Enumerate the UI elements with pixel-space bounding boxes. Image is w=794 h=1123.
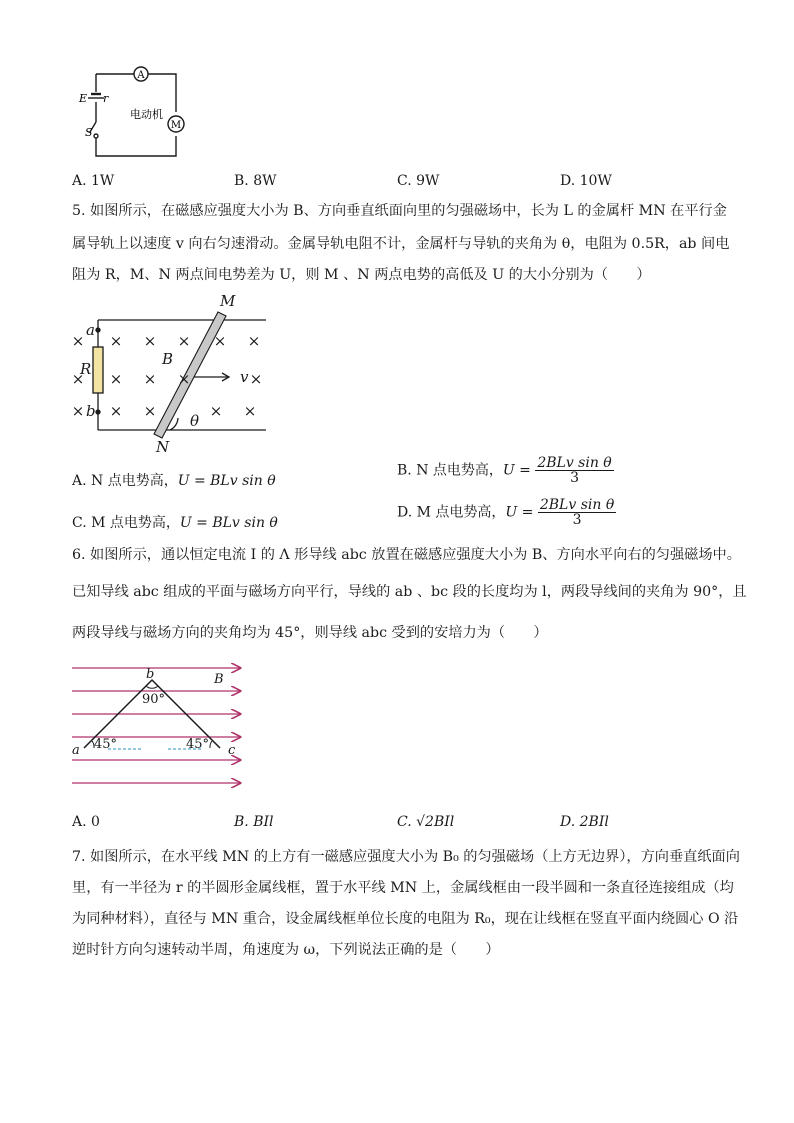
q5-cross: ×: [109, 332, 123, 350]
q5-cross: ×: [209, 402, 223, 420]
q5-cross: ×: [247, 332, 261, 350]
q5-option-d-num: 2BLv sin θ: [539, 497, 615, 513]
q5-label-b: b: [86, 402, 96, 420]
q4-option-a: A. 1W: [72, 173, 115, 189]
q5-line-3: 阻为 R，M、N 两点间电势差为 U，则 M 、N 两点电势的高低及 U 的大小分别为（ ）: [72, 267, 651, 283]
q6-line-1: 6. 如图所示，通以恒定电流 I 的 Λ 形导线 abc 放置在磁感应强度大小为 B、方向水平向右的匀强磁场中。: [72, 547, 741, 563]
q6-option-c: C. √2BIl: [397, 814, 455, 830]
q5-option-b-num: 2BLv sin θ: [537, 455, 612, 471]
q5-option-d-fraction: [538, 498, 616, 527]
q4-option-b: B. 8W: [234, 173, 277, 189]
q6-label-a: a: [72, 743, 80, 758]
q6-option-a: A. 0: [72, 814, 100, 830]
q5-option-a-formula: U = BLv sin θ: [177, 473, 276, 489]
q5-option-b-fraction: [535, 456, 613, 485]
switch-label: S: [85, 126, 93, 139]
q5-option-c: [72, 512, 278, 532]
q5-figure: [66, 290, 276, 456]
q4-option-c: C. 9W: [397, 173, 440, 189]
q5-cross: ×: [109, 370, 123, 388]
q6-label-B: B: [214, 672, 224, 687]
q5-cross: ×: [177, 370, 191, 388]
q6-angle-right: 45°: [186, 737, 210, 752]
q7-line-4: 逆时针方向匀速转动半周，角速度为 ω，下列说法正确的是（ ）: [72, 942, 500, 958]
q5-label-B: B: [162, 350, 174, 368]
ammeter-label: A: [137, 70, 145, 81]
q5-option-d-den: 3: [572, 512, 582, 528]
q4-option-d: D. 10W: [560, 173, 612, 189]
q6-line-3: 两段导线与磁场方向的夹角均为 45°，则导线 abc 受到的安培力为（ ）: [72, 625, 548, 641]
q5-line-2: 属导轨上以速度 v 向右匀速滑动。金属导轨电阻不计，金属杆与导轨的夹角为 θ，电阻为 0.5R，ab 间电: [72, 236, 730, 252]
source-label: E: [79, 92, 88, 105]
q5-cross: ×: [109, 402, 123, 420]
q5-cross: ×: [143, 332, 157, 350]
q5-option-b-den: 3: [570, 470, 579, 486]
q5-option-d: [397, 498, 616, 527]
q5-option-c-formula: U = BLv sin θ: [179, 515, 278, 531]
q5-option-d-lhs: U =: [505, 504, 534, 521]
q5-label-theta: θ: [190, 412, 200, 430]
q4-circuit-figure: [74, 60, 214, 160]
internal-r-label: r: [103, 92, 109, 105]
q5-cross: ×: [243, 402, 257, 420]
q5-option-b-prefix: B. N 点电势高，: [397, 462, 503, 479]
q5-cross: ×: [71, 402, 85, 420]
q6-label-b: b: [146, 667, 155, 682]
q6-line-2: 已知导线 abc 组成的平面与磁场方向平行，导线的 ab 、bc 段的长度均为 l，两段导线间的夹角为 90°，且: [72, 584, 747, 600]
q6-figure: [68, 662, 248, 788]
q5-line-1: 5. 如图所示，在磁感应强度大小为 B、方向垂直纸面向里的匀强磁场中，长为 L 的金属杆 MN 在平行金: [72, 203, 727, 219]
q5-option-b-lhs: U =: [502, 462, 531, 479]
q5-label-a: a: [86, 321, 95, 339]
q5-label-M: M: [220, 292, 236, 310]
q7-line-2: 里，有一半径为 r 的半圆形金属线框，置于水平线 MN 上，金属线框由一段半圆和一条直径连接组成（均: [72, 880, 734, 896]
q6-angle-top: 90°: [142, 692, 166, 707]
motor-symbol: M: [170, 120, 182, 131]
q5-option-a-prefix: A. N 点电势高，: [72, 473, 178, 489]
q5-option-c-prefix: C. M 点电势高，: [72, 515, 180, 531]
motor-label: 电动机: [130, 108, 163, 121]
q6-option-b: B. BIl: [234, 814, 274, 830]
q5-cross: ×: [177, 332, 191, 350]
q6-label-c: c: [228, 743, 236, 758]
q5-label-v: v: [240, 368, 249, 386]
q5-cross: ×: [213, 332, 227, 350]
q5-option-b: [397, 456, 614, 485]
q6-option-d: D. 2BIl: [560, 814, 609, 830]
q5-option-a: [72, 470, 276, 490]
q5-cross: ×: [71, 370, 85, 388]
q5-label-N: N: [156, 438, 170, 456]
q7-line-3: 为同种材料），直径与 MN 重合，设金属线框单位长度的电阻为 R₀，现在让线框在竖直平面内绕圆心 O 沿: [72, 911, 739, 927]
q5-cross: ×: [143, 370, 157, 388]
q5-cross: ×: [143, 402, 157, 420]
q7-line-1: 7. 如图所示，在水平线 MN 的上方有一磁感应强度大小为 B₀ 的匀强磁场（上方无边界），方向垂直纸面向: [72, 849, 740, 865]
q5-label-R: R: [80, 360, 92, 378]
q5-option-d-prefix: D. M 点电势高，: [397, 504, 506, 521]
q5-cross: ×: [249, 370, 263, 388]
q5-cross: ×: [71, 332, 85, 350]
q6-angle-left: 45°: [94, 737, 118, 752]
